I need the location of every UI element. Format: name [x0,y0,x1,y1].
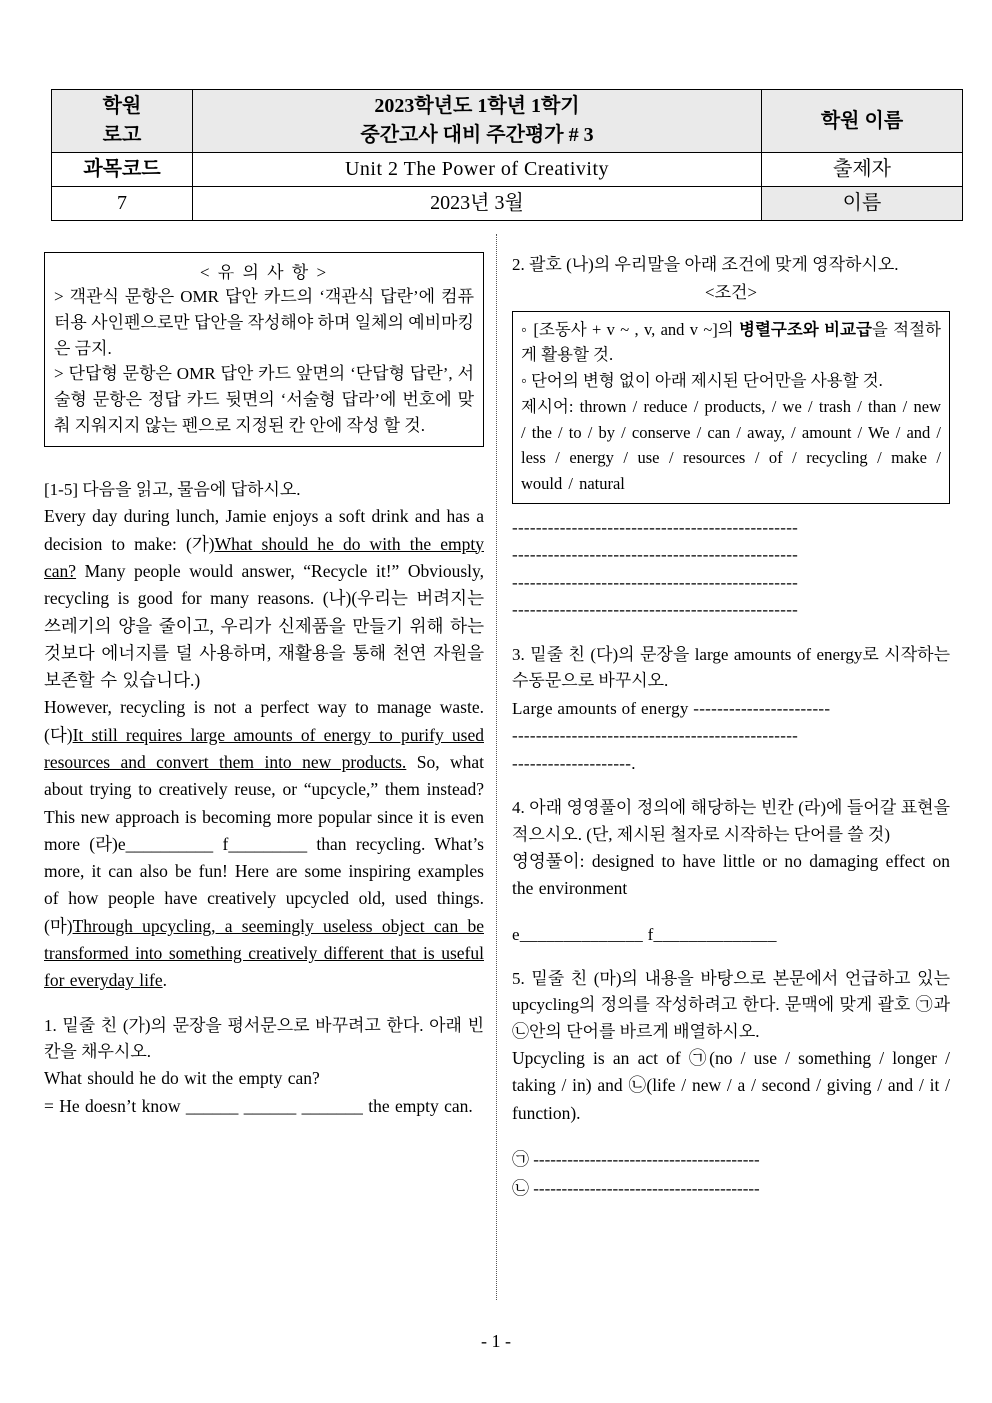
question-1-stem: 1. 밑줄 친 (가)의 문장을 평서문으로 바꾸려고 한다. 아래 빈칸을 채우시오. [44,1015,484,1061]
question-3 [512,642,950,777]
left-column [44,252,484,1120]
question-3-answer-line-1[interactable] [512,695,950,723]
exam-header-table [51,89,963,221]
question-5-stem: 5. 밑줄 친 (마)의 내용을 바탕으로 본문에서 언급하고 있는 upcycling의 정의를 작성하려고 한다. 문맥에 맞게 괄호 ㉠과 ㉡안의 단어를 바르게 배열하시오. [512,969,950,1041]
spacer [512,1127,950,1145]
question-2-condition-box [512,311,950,504]
question-2-condition-label: <조건> [704,283,758,303]
academy-name-cell: 학원 이름 [762,90,963,153]
column-divider [496,234,497,1300]
circled-nieun-symbol: ㉡ [512,1179,529,1199]
question-1 [44,1013,484,1120]
question-5-sentence: Upcycling is an act of ㉠(no / use / something / longer / taking / in) and ㉡(life / new / a / second / giving / and / it / function). [512,1048,950,1123]
academy-logo-cell [52,90,193,153]
word-bank-label: 제시어: [521,396,580,416]
spacer [44,995,484,1013]
exam-title-cell [193,90,762,153]
question-5-dashes-2[interactable]: ---------------------------------------- [533,1179,760,1199]
question-2 [512,252,950,624]
spacer [512,903,950,921]
question-4-stem: 4. 아래 영영풀이 정의에 해당하는 빈칸 (라)에 들어갈 표현을 적으시오. (단, 제시된 철자로 시작하는 단어를 쓸 것) [512,798,950,844]
condition-item-1-pre: ◦ [조동사 + v ~ , v, and v ~]의 [521,319,740,339]
notice-box [44,252,484,447]
question-5-answer-line-1[interactable] [512,1145,950,1174]
question-3-answer-start: Large amounts of energy [512,698,694,718]
question-4-definition [512,848,950,903]
passage-seg-1: Every day during lunch, Jamie enjoys a soft drink and has a decision to make: (가) [44,506,484,554]
author-value-cell: 이름 [762,187,963,221]
question-1-given-sentence: What should he do wit the empty can? [44,1068,320,1089]
answer-line[interactable]: ------------------------------------------------ [512,517,799,537]
question-5 [512,966,950,1203]
question-5-answer-line-2[interactable] [512,1174,950,1203]
question-2-answer-area[interactable] [512,514,950,624]
answer-line[interactable]: ------------------------------------------------ [512,545,799,565]
unit-title-cell: Unit 2 The Power of Creativity [193,153,762,187]
spacer [512,504,950,514]
passage-paragraph-2 [44,694,484,994]
passage-paragraph-1 [44,503,484,694]
question-4 [512,795,950,948]
condition-item-2: ◦ 단어의 변형 없이 아래 제시된 단어만을 사용할 것. [521,371,883,391]
exam-title-line-1: 2023학년도 1학년 1학기 [374,95,580,117]
author-label-cell: 출제자 [762,153,963,187]
exam-title-line-2: 중간고사 대비 주간평가 # 3 [360,124,594,146]
passage-underline-ma: Through upcycling, a seemingly useless object can be transformed into something creatively different that is useful for everyday life [44,915,484,991]
question-3-answer-line-2[interactable]: ------------------------------------------------ [512,726,799,746]
subject-code-label-cell: 과목코드 [52,153,193,187]
academy-logo-line-2: 로고 [102,124,142,146]
word-bank [521,394,941,497]
answer-line[interactable]: ------------------------------------------------ [512,600,799,620]
answer-line[interactable]: ------------------------------------------------ [512,572,799,592]
right-column [512,252,950,1203]
academy-logo-line-1: 학원 [102,95,142,117]
question-4-definition-label: 영영풀이: [512,850,592,871]
question-2-stem: 2. 괄호 (나)의 우리말을 아래 조건에 맞게 영작하시오. [512,255,899,274]
notice-item-1: > 객관식 문항은 OMR 답안 카드의 ‘객관식 답란’에 컴퓨터용 사인펜으로만 답안을 작성해야 하며 일체의 예비마킹은 금지. [54,287,474,358]
passage-underline-da: It still requires large amounts of energy to purify used resources and convert them into new products. [44,724,484,772]
spacer [44,447,484,477]
question-5-dashes-1[interactable]: ---------------------------------------- [533,1149,760,1169]
circled-giyeok-symbol: ㉠ [512,1149,529,1169]
spacer [512,624,950,642]
passage-underline-ga: What should he do with the empty can? [44,533,484,581]
question-3-dashes-1[interactable]: ----------------------- [693,698,831,718]
question-3-stem: 3. 밑줄 친 (다)의 문장을 large amounts of energy로 시작하는 수동문으로 바꾸시오. [512,644,950,691]
header-row-date [52,187,963,221]
passage-seg-6: So, what about trying to creatively reuse, or “upcycle,” them instead? This new approach is becoming more popular since it is even more (라)e__________ f_________ than recycling. What’s more, it can also be fun! Here are some inspiring examples of how people have creatively upcycled old, used things. (마) [44,751,484,936]
header-row-title [52,90,963,153]
header-row-unit [52,153,963,187]
notice-item-2: > 단답형 문항은 OMR 답안 카드 앞면의 ‘단답형 답란’, 서술형 문항은 정답 카드 뒷면의 ‘서술형 답라’에 번호에 맞춰 지워지지 않는 펜으로 지정된 칸 안에 작성 할 것. [54,364,474,436]
subject-code-value-cell: 7 [52,187,193,221]
question-1-answer-line[interactable]: = He doesn’t know ______ ______ _______ the empty can. [44,1095,473,1116]
question-4-answer-blanks[interactable]: e______________ f______________ [512,924,777,944]
condition-item-1-bold: 병렬구조와 비교급 [739,319,872,339]
spacer [512,777,950,795]
word-bank-words: thrown / reduce / products, / we / trash / than / new / the / to / by / conserve / can / away, / amount / We / and / less / energy / use / resources / of / recycling / make / would / natural [521,396,942,494]
passage-seg-4: However, recycling is not a perfect way to manage waste. (다) [44,697,484,745]
page-footer: - 1 - [481,1331,511,1351]
passage-seg-3: Many people would answer, “Recycle it!” Obviously, recycling is good for many reasons. (나)(우리는 버려지는 쓰레기의 양을 줄이고, 우리가 신제품을 만들기 위해 하는 것보다 에너지를 덜 사용하며, 재활용을 통해 천연 자원을 보존할 수 있습니다.) [44,560,484,691]
passage-seg-8: . [162,970,167,991]
spacer [512,948,950,966]
question-3-answer-line-3[interactable]: --------------------. [512,753,636,773]
condition-item-1 [521,317,941,368]
question-4-definition-text: designed to have little or no damaging effect on the environment [512,850,950,899]
exam-date-cell: 2023년 3월 [193,187,762,221]
notice-title: < 유 의 사 항 > [199,263,329,282]
passage-directive: [1-5] 다음을 읽고, 물음에 답하시오. [44,479,301,499]
condition-item-1-post: 을 적절하게 활용할 것. [521,319,941,365]
